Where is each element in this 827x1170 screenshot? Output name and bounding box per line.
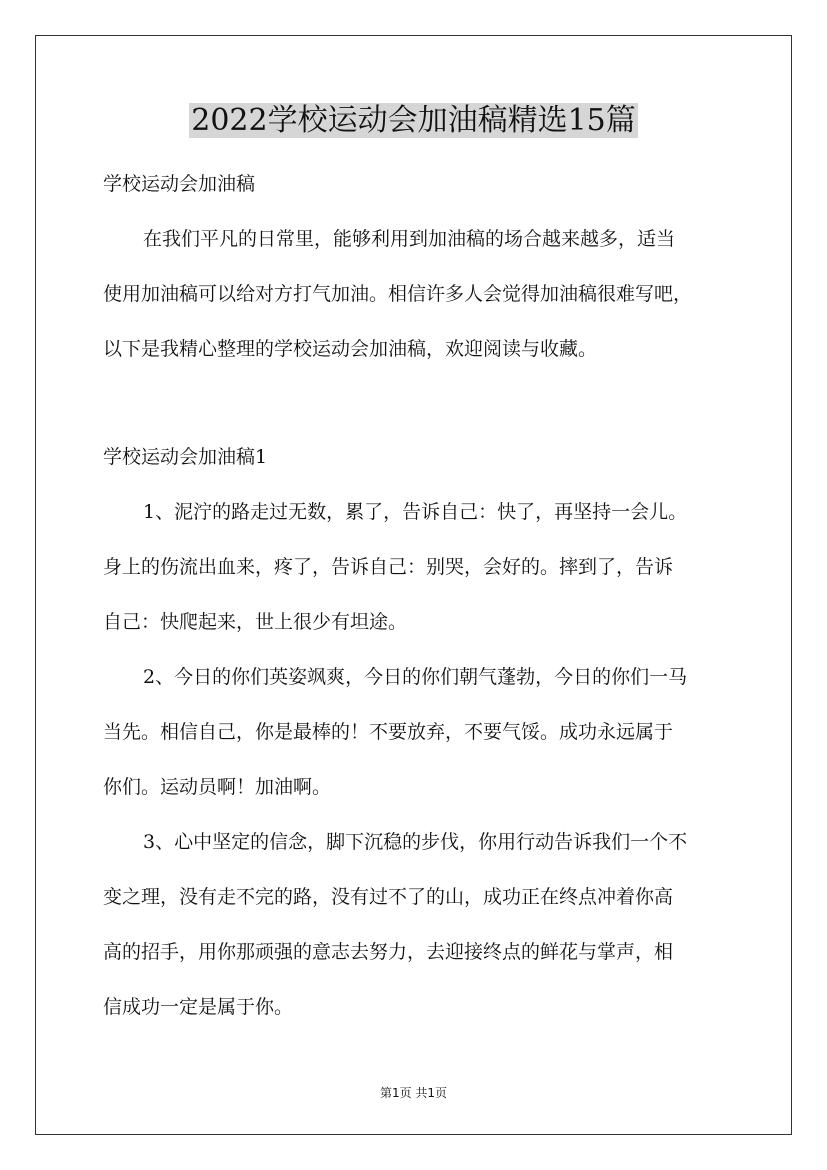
paragraph-line: 信成功一定是属于你。 [103,996,294,1018]
paragraph-line: 以下是我精心整理的学校运动会加油稿，欢迎阅读与收藏。 [103,338,598,360]
page-footer: 第1页 共1页 [379,1086,448,1100]
paragraph-line: 身上的伤流出血来，疼了，告诉自己：别哭，会好的。摔到了，告诉 [103,556,674,578]
paragraph-line: 自己：快爬起来，世上很少有坦途。 [103,611,408,633]
paragraph-line: 3、心中坚定的信念，脚下沉稳的步伐，你用行动告诉我们一个不 [143,831,688,853]
paragraph-line: 高的招手，用你那顽强的意志去努力，去迎接终点的鲜花与掌声，相 [103,941,674,963]
paragraph-line: 在我们平凡的日常里，能够利用到加油稿的场合越来越多，适当 [143,228,676,250]
section-heading: 学校运动会加油稿1 [103,446,268,468]
paragraph-line: 变之理，没有走不完的路，没有过不了的山，成功正在终点冲着你高 [103,886,674,908]
paragraph-line: 当先。相信自己，你是最棒的！不要放弃，不要气馁。成功永远属于 [103,721,674,743]
document-title: 2022学校运动会加油稿精选15篇 [191,103,636,138]
document-title-container [0,100,827,142]
paragraph-line: 使用加油稿可以给对方打气加油。相信许多人会觉得加油稿很难写吧， [103,283,693,305]
section-heading: 学校运动会加油稿 [103,173,256,195]
paragraph-line: 2、今日的你们英姿飒爽，今日的你们朝气蓬勃，今日的你们一马 [143,666,688,688]
document-body [103,174,733,1052]
paragraph-line: 1、泥泞的路走过无数，累了，告诉自己：快了，再坚持一会儿。 [143,501,688,523]
paragraph-line: 你们。运动员啊！加油啊。 [103,776,332,798]
